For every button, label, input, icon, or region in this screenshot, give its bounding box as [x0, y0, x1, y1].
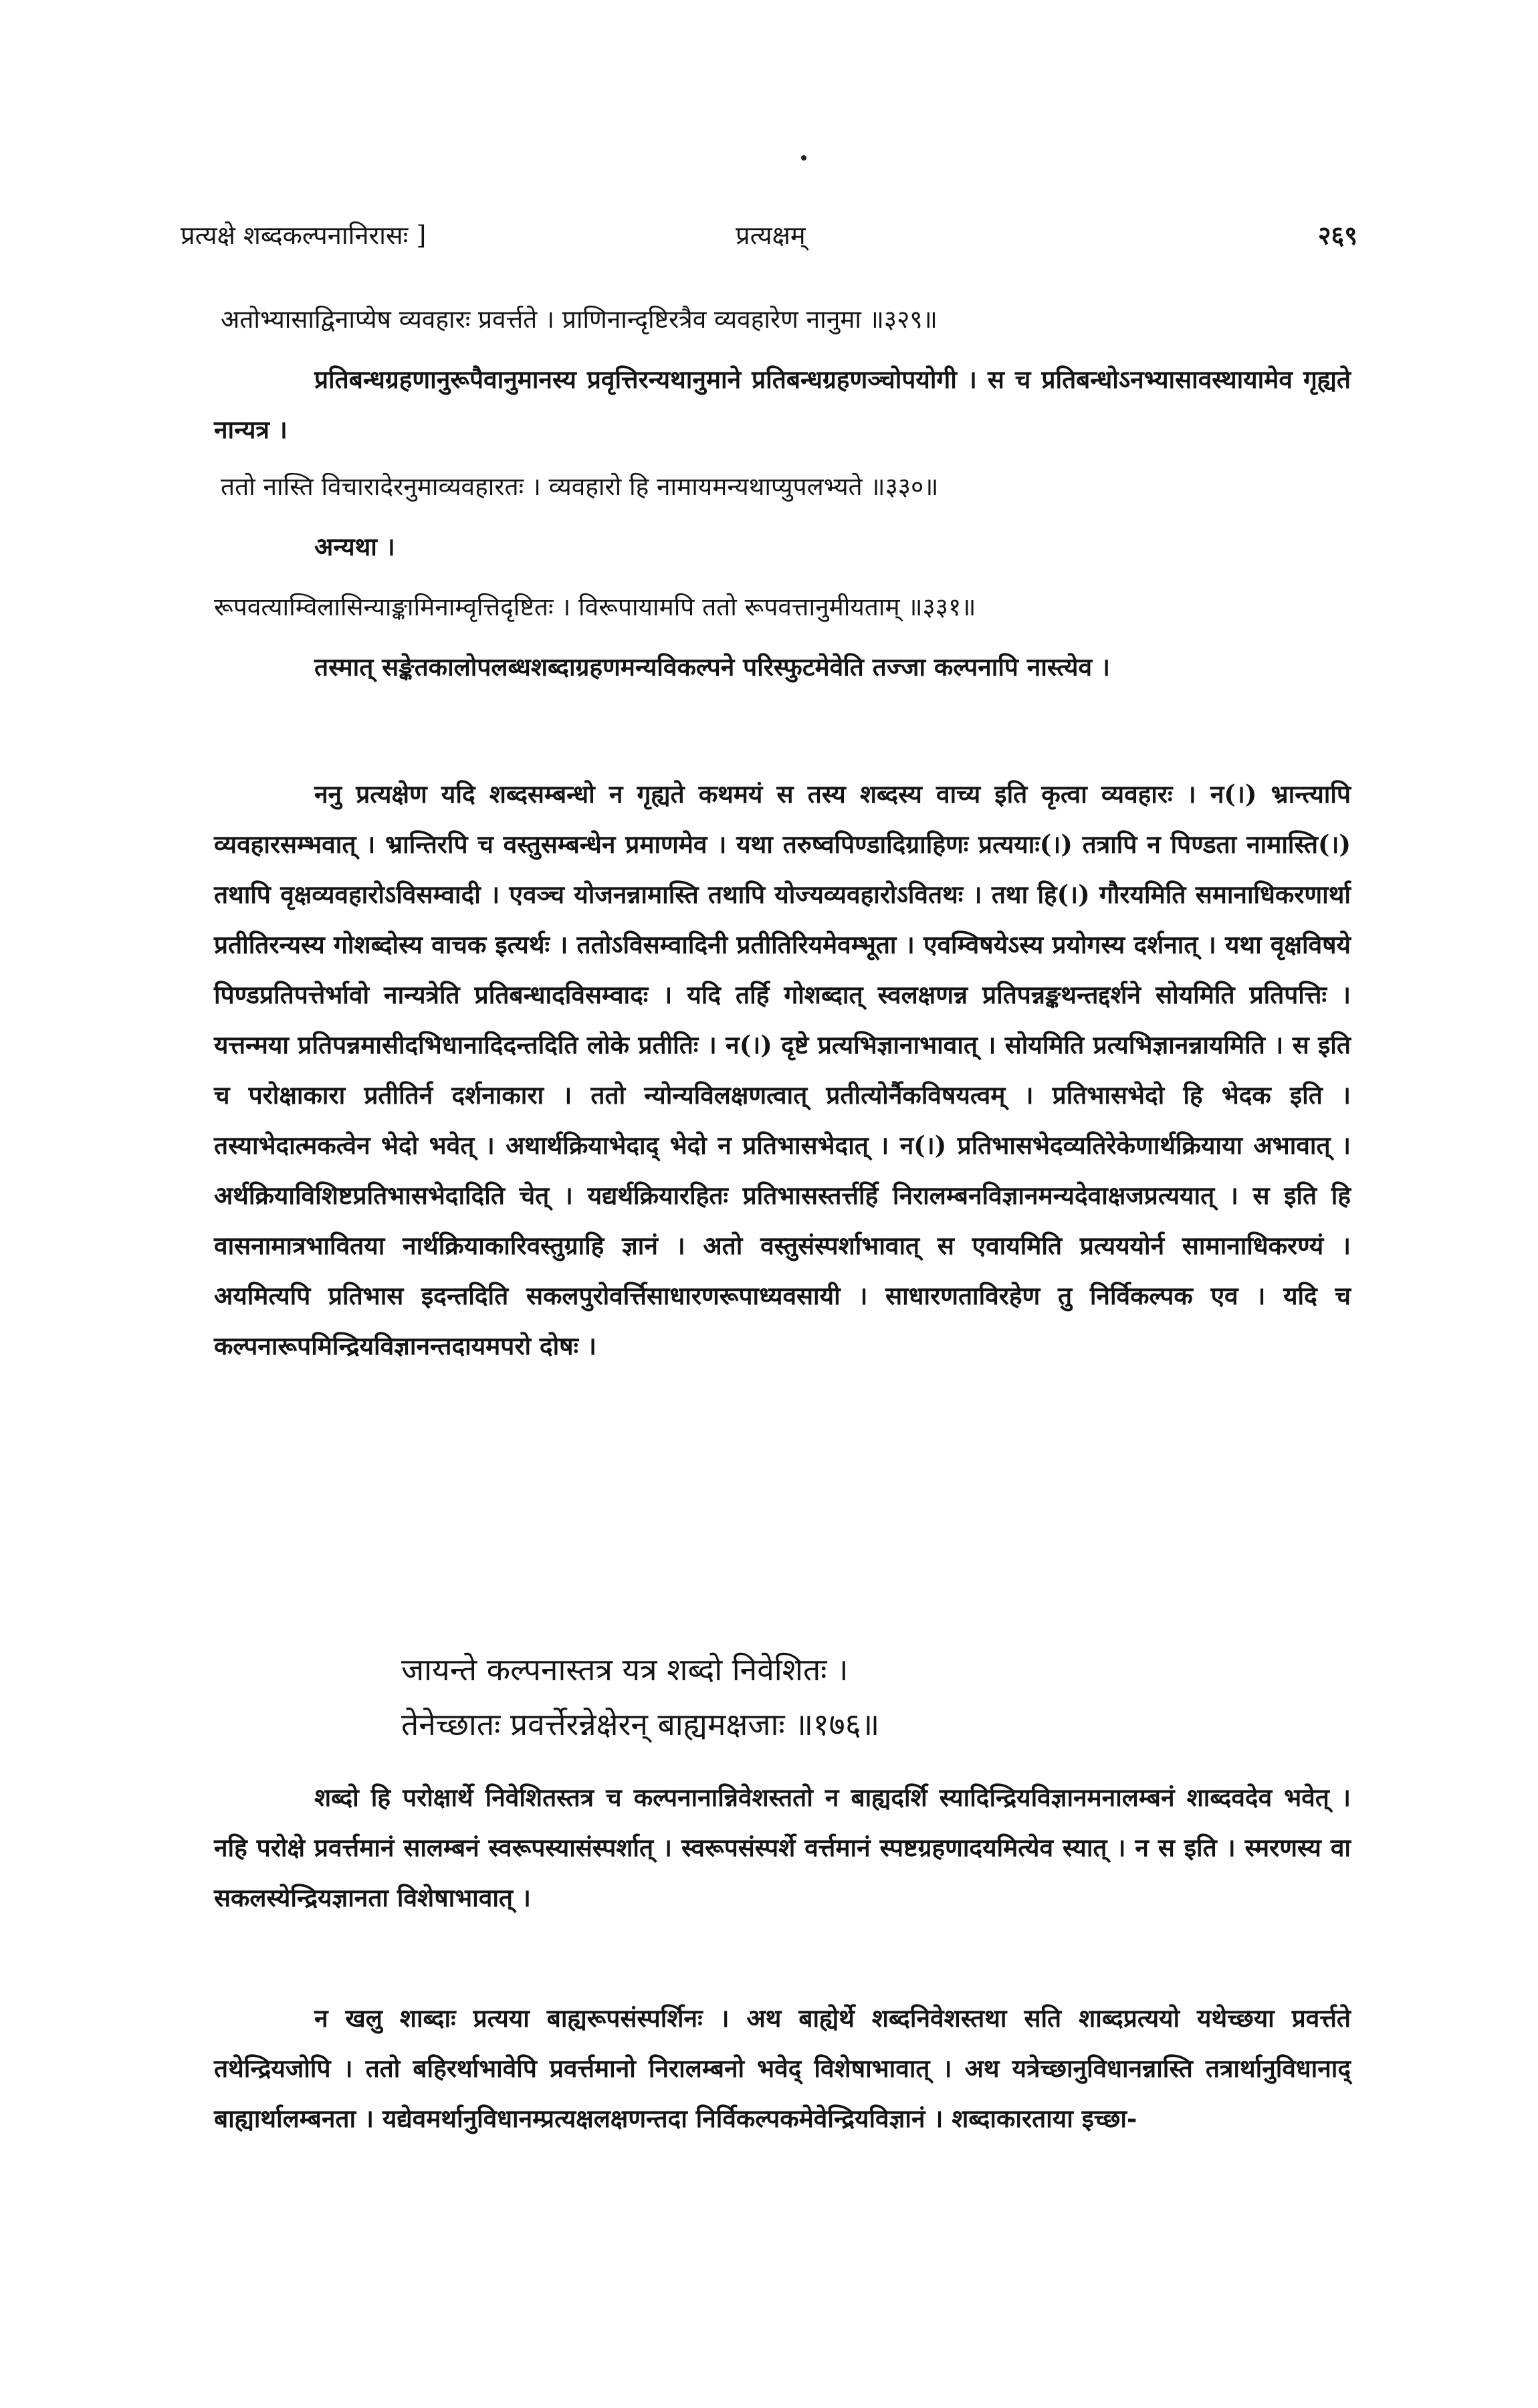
ink-speck: [801, 155, 806, 161]
running-head: [181, 217, 1357, 258]
verse-331: रूपवत्याम्विलासिन्याङ्कामिनाम्वृत्तिदृष्टितः । विरूपायामपि ततो रूपवत्तानुमीयताम् ॥३३१॥: [214, 593, 976, 621]
verse-329: अतोभ्यासाद्विनाप्येष व्यवहारः प्रवर्त्तते । प्राणिनान्दृष्टिरत्रैव व्यवहारेण नानुमा ॥३२९॥: [221, 305, 938, 334]
running-head-section: प्रत्यक्षे शब्दकल्पनानिरासः ]: [181, 221, 427, 250]
commentary-paragraph-2: तस्मात् सङ्केतकालोपलब्धशब्दाग्रहणमन्यविकल्पने परिस्फुटमेवेति तज्जा कल्पनापि नास्त्येव ।: [314, 652, 1110, 682]
commentary-anyatha: अन्यथा ।: [314, 532, 395, 561]
commentary-paragraph-3: ननु प्रत्यक्षेण यदि शब्दसम्बन्धो न गृह्यते कथमयं स तस्य शब्दस्य वाच्य इति कृत्वा व्यवहारः । न(।) भ्रान्त्यापि व्यवहारसम्भवात् । भ्रान्तिरपि च वस्तुसम्बन्धेन प्रमाणमेव । यथा तरुष्वपिण्डादिग्राहिणः प्रत्ययाः(।) तत्रापि न पिण्डता नामास्ति(।) तथापि वृक्षव्यवहारोऽविसम्वादी । एवञ्च योजनन्नामास्ति तथापि योज्यव्यवहारोऽवितथः । तथा हि(।) गौरयमिति समानाधिकरणार्था प्रतीतिरन्यस्य गोशब्दोस्य वाचक इत्यर्थः । ततोऽविसम्वादिनी प्रतीतिरियमेवम्भूता । एवम्विषयेऽस्य प्रयोगस्य दर्शनात् । यथा वृक्षविषये पिण्डप्रतिपत्तेर्भावो नान्यत्रेति प्रतिबन्धादविसम्वादः । यदि तर्हि गोशब्दात् स्वलक्षणन्न प्रतिपन्नङ्कथन्तद्दर्शने सोयमिति प्रतिपत्तिः । यत्तन्मया प्रतिपन्नमासीदभिधानादिदन्तदिति लोके प्रतीतिः । न(।) दृष्टे प्रत्यभिज्ञानाभावात् । सोयमिति प्रत्यभिज्ञानन्नायमिति । स इति च परोक्षाकारा प्रतीतिर्न दर्शनाकारा । ततो न्योन्यविलक्षणत्वात् प्रतीत्योर्नैकविषयत्वम् । प्रतिभासभेदो हि भेदक इति । तस्याभेदात्मकत्वेन भेदो भवेत् । अथार्थक्रियाभेदाद् भेदो न प्रतिभासभेदात् । न(।) प्रतिभासभेदव्यतिरेकेणार्थक्रियाया अभावात् । अर्थक्रियाविशिष्टप्रतिभासभेदादिति चेत् । यद्यर्थक्रियारहितः प्रतिभासस्तर्त्तर्हि निरालम्बनविज्ञानमन्यदेवाक्षजप्रत्ययात् । स इति हि वासनामात्रभावितया नार्थक्रियाकारिवस्तुग्राहि ज्ञानं । अतो वस्तुसंस्पर्शाभावात् स एवायमिति प्रत्यययोर्न सामानाधिकरण्यं । अयमित्यपि प्रतिभास इदन्तदिति सकलपुरोवर्त्तिसाधारणरूपाध्यवसायी । साधारणताविरहेण तु निर्विकल्पक एव । यदि च कल्पनारूपमिन्द्रियविज्ञानन्तदायमपरो दोषः ।: [214, 779, 1351, 1361]
commentary-paragraph-1: प्रतिबन्धग्रहणानुरूपैवानुमानस्य प्रवृत्तिरन्यथानुमाने प्रतिबन्धग्रहणञ्चोपयोगी । स च प्रतिबन्धोऽनभ्यासावस्थायामेव गृह्यते नान्यत्र ।: [214, 365, 1351, 444]
verse-330: ततो नास्ति विचारादेरनुमाव्यवहारतः । व्यवहारो हि नामायमन्यथाप्युपलभ्यते ॥३३०॥: [221, 472, 939, 501]
page-number: २६९: [1317, 220, 1357, 250]
verse-176-line-1: जायन्ते कल्पनास्तत्र यत्र शब्दो निवेशितः ।: [401, 1651, 849, 1688]
commentary-paragraph-4: शब्दो हि परोक्षार्थे निवेशितस्तत्र च कल्पनानान्निवेशस्ततो न बाह्यदर्शि स्यादिन्द्रियविज्ञानमनालम्बनं शाब्दवदेव भवेत् । नहि परोक्षे प्रवर्त्तमानं सालम्बनं स्वरूपस्यासंस्पर्शात् । स्वरूपसंस्पर्शे वर्त्तमानं स्पष्टग्रहणादयमित्येव स्यात् । न स इति । स्मरणस्य वा सकलस्येन्द्रियज्ञानता विशेषाभावात् ।: [214, 1783, 1351, 1912]
verse-176-line-2: तेनेच्छातः प्रवर्त्तेरन्नेक्षेरन् बाह्यमक्षजाः ॥१७६॥: [401, 1706, 880, 1742]
commentary-paragraph-5: न खलु शाब्दाः प्रत्यया बाह्यरूपसंस्पर्शिनः । अथ बाह्येर्थे शब्दनिवेशस्तथा सति शाब्दप्रत्ययो यथेच्छया प्रवर्त्तते तथेन्द्रियजोपि । ततो बहिरर्थाभावेपि प्रवर्त्तमानो निरालम्बनो भवेद् विशेषाभावात् । अथ यत्रेच्छानुविधानन्नास्ति तत्रार्थानुविधानाद् बाह्यार्थालम्बनता । यद्येवमर्थानुविधानम्प्रत्यक्षलक्षणन्तदा निर्विकल्पकमेवेन्द्रियविज्ञानं । शब्दाकारताया इच्छा-: [214, 2003, 1351, 2133]
running-head-title: प्रत्यक्षम्: [736, 221, 806, 250]
